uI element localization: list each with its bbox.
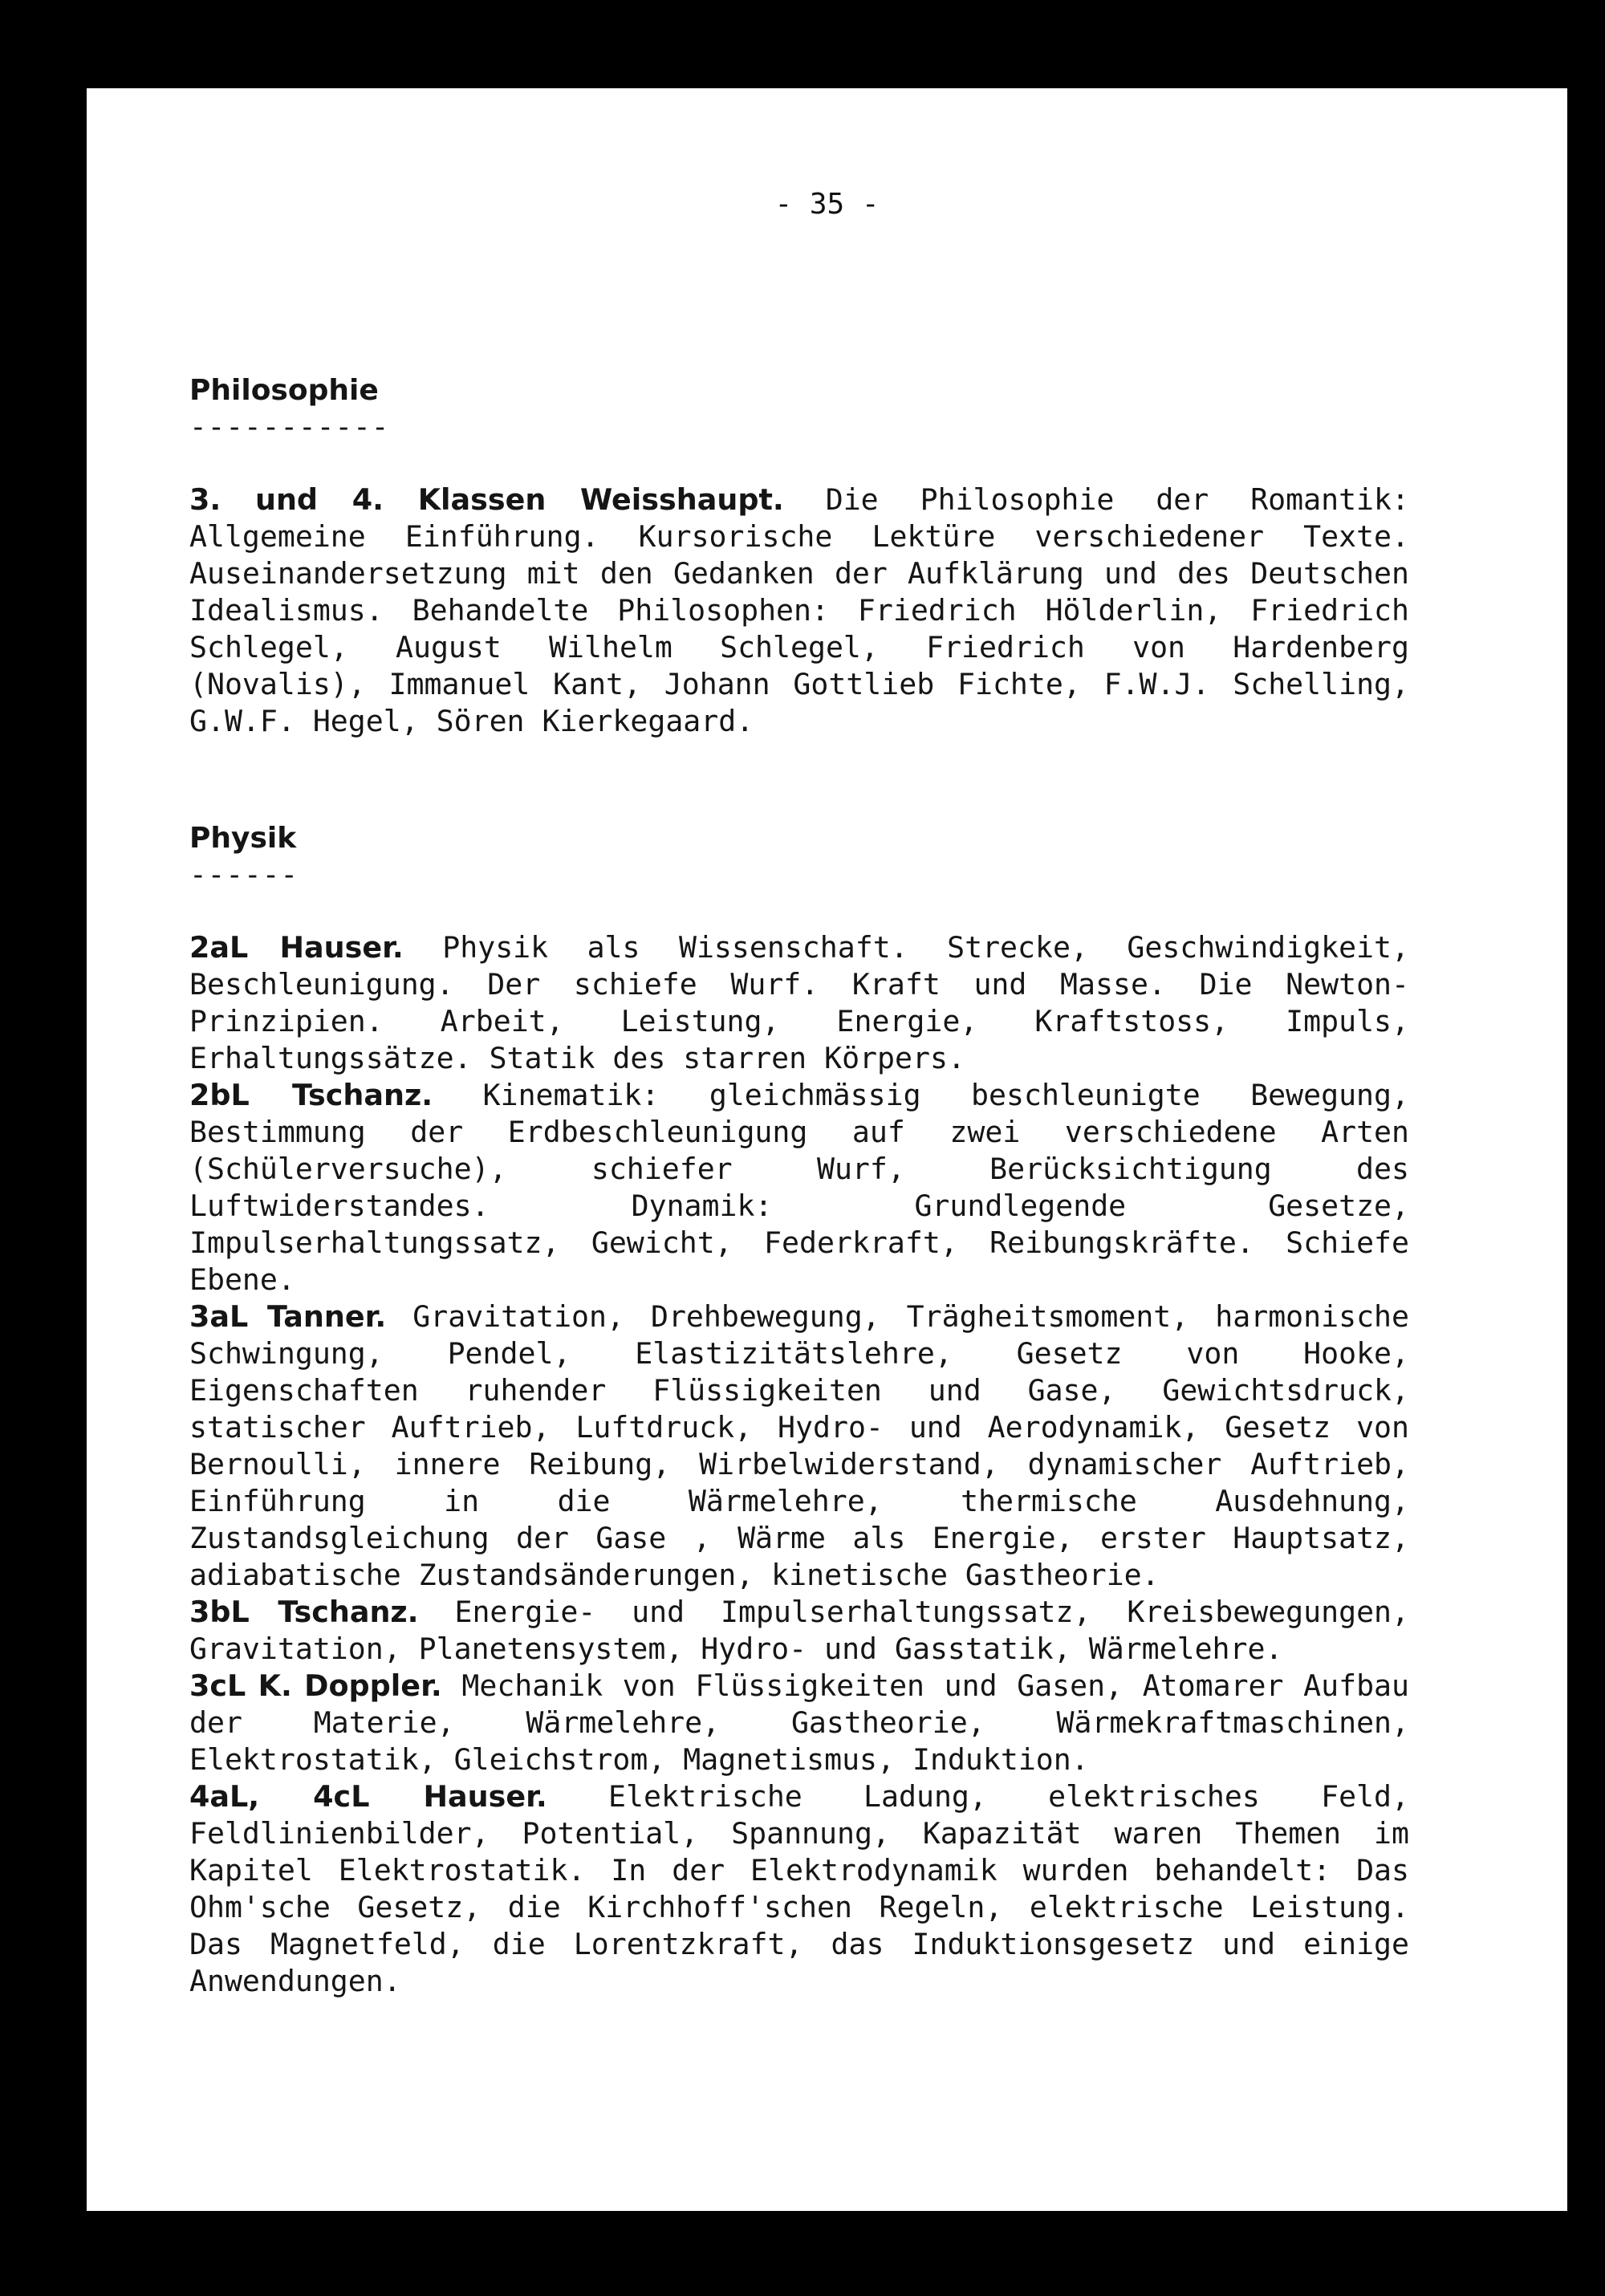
section-title: Philosophie bbox=[189, 374, 379, 407]
section-underline: ------ bbox=[189, 859, 299, 892]
paragraph-text: Die Philosophie der Romantik: Allgemeine Einführung. Kursorische Lektüre verschiedener Texte. Auseinandersetzung mit den Gedanken der Aufklärung und des Deutschen Idealismus. Behandelte Philosophen: Friedrich Hölderlin, Friedrich Schlegel, August Wilhelm Schlegel, Friedrich von Hardenberg (Novalis), Immanuel Kant, Johann Gottlieb Fichte, F.W.J. Schelling, G.W.F. Hegel, Sören Kierkegaard. bbox=[189, 482, 1409, 738]
paragraph-lead: 4aL, 4cL Hauser. bbox=[189, 1779, 547, 1814]
paragraph-lead: 2aL Hauser. bbox=[189, 930, 404, 965]
paragraph bbox=[189, 1298, 1409, 1594]
paragraph-lead: 3bL Tschanz. bbox=[189, 1595, 419, 1629]
paragraph bbox=[189, 482, 1409, 740]
section-philosophie bbox=[189, 372, 1409, 740]
document-page bbox=[87, 88, 1567, 2211]
paragraph-text: Kinematik: gleichmässig beschleunigte Bewegung, Bestimmung der Erdbeschleunigung auf zwei verschiedene Arten (Schülerversuche), schiefer Wurf, Berücksichtigung des Luftwiderstandes. Dynamik: Grundlegende Gesetze, Impulserhaltungssatz, Gewicht, Federkraft, Reibungskräfte. Schiefe Ebene. bbox=[189, 1078, 1409, 1297]
paragraph bbox=[189, 1778, 1409, 2000]
paragraph-lead: 3aL Tanner. bbox=[189, 1299, 387, 1334]
paragraph-lead: 2bL Tschanz. bbox=[189, 1078, 433, 1112]
page-content bbox=[189, 372, 1409, 2000]
paragraph-text: Gravitation, Drehbewegung, Trägheitsmoment, harmonische Schwingung, Pendel, Elastizitätslehre, Gesetz von Hooke, Eigenschaften ruhender Flüssigkeiten und Gase, Gewichtsdruck, statischer Auftrieb, Luftdruck, Hydro- und Aerodynamik, Gesetz von Bernoulli, innere Reibung, Wirbelwiderstand, dynamischer Auftrieb, Einführung in die Wärmelehre, thermische Ausdehnung, Zustandsgleichung der Gase , Wärme als Energie, erster Hauptsatz, adiabatische Zustandsänderungen, kinetische Gastheorie. bbox=[189, 1299, 1409, 1592]
paragraph bbox=[189, 929, 1409, 1077]
paragraph bbox=[189, 1594, 1409, 1668]
paragraph-lead: 3cL K. Doppler. bbox=[189, 1668, 442, 1703]
paragraph bbox=[189, 1668, 1409, 1778]
paragraph-text: Mechanik von Flüssigkeiten und Gasen, Atomarer Aufbau der Materie, Wärmelehre, Gastheorie, Wärmekraftmaschinen, Elektrostatik, Gleichstrom, Magnetismus, Induktion. bbox=[189, 1668, 1409, 1777]
paragraph-text: Physik als Wissenschaft. Strecke, Geschwindigkeit, Beschleunigung. Der schiefe Wurf. Kraft und Masse. Die Newton-Prinzipien. Arbeit, Leistung, Energie, Kraftstoss, Impuls, Erhaltungssätze. Statik des starren Körpers. bbox=[189, 930, 1409, 1075]
paragraph-text: Energie- und Impulserhaltungssatz, Kreisbewegungen, Gravitation, Planetensystem, Hydro- und Gasstatik, Wärmelehre. bbox=[189, 1595, 1409, 1666]
paragraph-text: Elektrische Ladung, elektrisches Feld, Feldlinienbilder, Potential, Spannung, Kapazität waren Themen im Kapitel Elektrostatik. In der Elektrodynamik wurden behandelt: Das Ohm'sche Gesetz, die Kirchhoff'schen Regeln, elektrische Leistung. Das Magnetfeld, die Lorentzkraft, das Induktionsgesetz und einige Anwendungen. bbox=[189, 1779, 1409, 1998]
section-underline: ----------- bbox=[189, 411, 390, 444]
page-number: - 35 - bbox=[774, 188, 880, 221]
paragraph-lead: 3. und 4. Klassen Weisshaupt. bbox=[189, 482, 784, 517]
section-title: Physik bbox=[189, 822, 297, 855]
section-physik bbox=[189, 820, 1409, 2000]
paragraph bbox=[189, 1077, 1409, 1298]
